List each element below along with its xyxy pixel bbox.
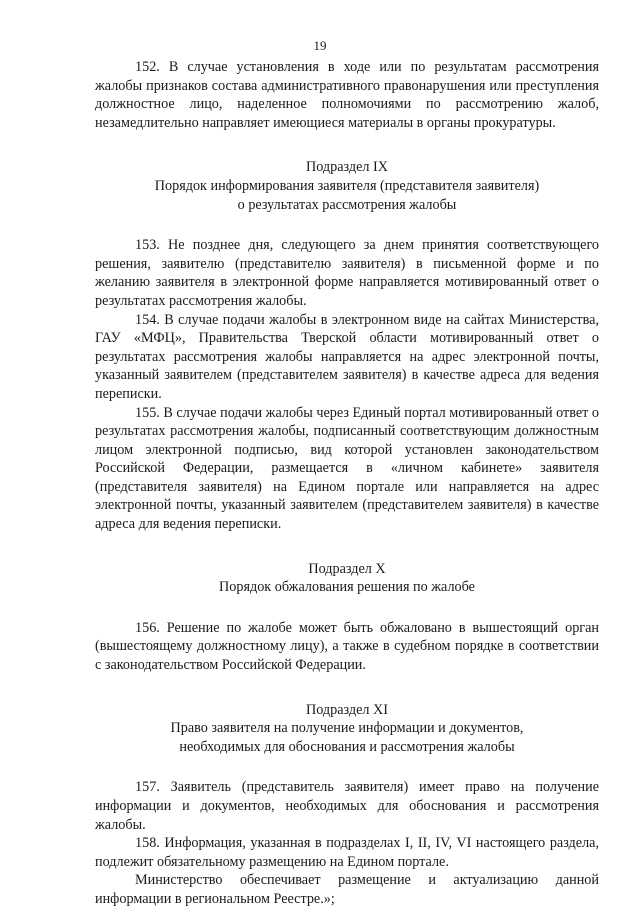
subsection-ix-title-line2: о результатах рассмотрения жалобы	[237, 196, 457, 213]
subsection-ix-label: Подраздел IX	[305, 159, 388, 176]
paragraph-156: 156. Решение по жалобе может быть обжаловано в вышестоящий орган (вышестоящему должностному лицу), а также в судебном порядке в соответствии с законодательством Российской Федерации.	[95, 619, 599, 674]
paragraph-158: 158. Информация, указанная в подразделах I, II, IV, VI настоящего раздела, подлежит обязательному размещению на Едином портале.	[95, 835, 599, 870]
document-body	[95, 58, 599, 909]
subsection-xi-title-line1: Право заявителя на получение информации и документов,	[170, 720, 524, 737]
paragraph-155: 155. В случае подачи жалобы через Единый портал мотивированный ответ о результатах рассмотрения жалобы, подписанный соответствующим должностным лицом электронной подписью, вид которой установлен законодательством Российской Федерации, размещается в «личном кабинете» заявителя (представителя заявителя) на Едином портале или направляется на адрес электронной почты, указанный заявителем (представителем заявителя) в качестве адреса для ведения переписки.	[95, 404, 599, 533]
paragraph-153: 153. Не позднее дня, следующего за днем принятия соответствующего решения, заявителю (представителю заявителя) в письменной форме и по желанию заявителя в электронной форме направляется мотивированный ответ о результатах рассмотрения жалобы.	[95, 237, 599, 309]
subsection-ix-title-line1: Порядок информирования заявителя (представителя заявителя)	[154, 177, 540, 194]
page-number: 19	[313, 38, 327, 53]
subsection-x-title-line1: Порядок обжалования решения по жалобе	[219, 579, 475, 596]
paragraph-152: 152. В случае установления в ходе или по результатам рассмотрения жалобы признаков состава административного правонарушения или преступления должностное лицо, наделенное полномочиями по рассмотрению жалоб, незамедлительно направляет имеющиеся материалы в органы прокуратуры.	[95, 59, 599, 131]
subsection-ix-heading	[95, 158, 599, 214]
subsection-xi-label: Подраздел XI	[305, 701, 388, 718]
subsection-xi-heading	[95, 701, 599, 757]
subsection-x-label: Подраздел X	[308, 560, 386, 577]
subsection-xi-title-line2: необходимых для обоснования и рассмотрения жалобы	[179, 738, 515, 755]
paragraph-157: 157. Заявитель (представитель заявителя) имеет право на получение информации и документов, необходимых для обоснования и рассмотрения жалобы.	[95, 779, 599, 833]
paragraph-154: 154. В случае подачи жалобы в электронном виде на сайтах Министерства, ГАУ «МФЦ», Правительства Тверской области мотивированный ответ о результатах рассмотрения жалобы направляется на адрес электронной почты, указанный заявителем (представителем заявителя) в качестве адреса для ведения переписки.	[95, 311, 599, 402]
paragraph-final: Министерство обеспечивает размещение и актуализацию данной информации в региональном Реестре.»;	[95, 872, 599, 907]
subsection-x-heading	[95, 560, 599, 597]
